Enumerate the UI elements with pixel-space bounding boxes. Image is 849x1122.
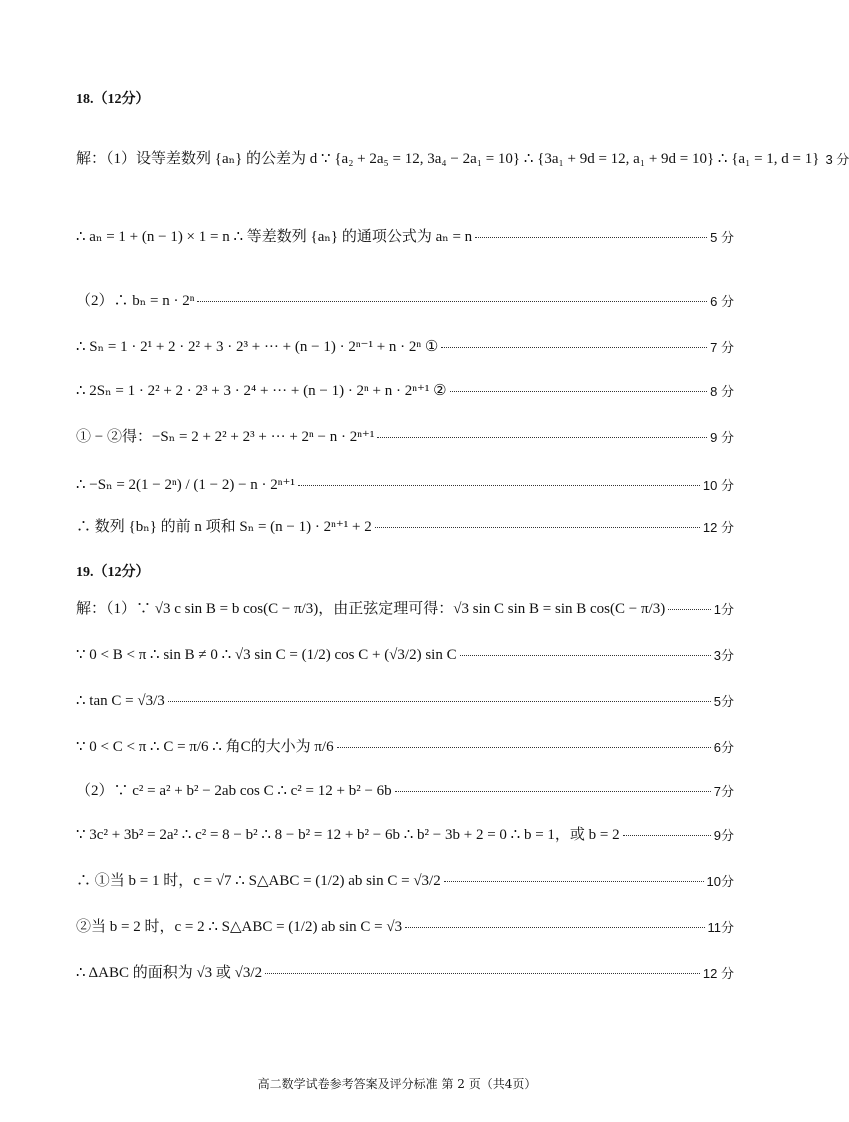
q19-line-6-expr: ∵ 3c² + 3b² = 2a² ∴ c² = 8 − b² ∴ 8 − b² = 12 + b² − 6b ∴ b² − 3b + 2 = 0 ∴ b = 1，或 b = 2	[76, 827, 620, 843]
dotted-leader	[375, 527, 700, 528]
dotted-leader	[623, 835, 711, 836]
dotted-leader	[337, 747, 711, 748]
dotted-leader	[168, 701, 711, 702]
q19-line-8-points: 11分	[707, 920, 734, 935]
q18-line-5	[76, 384, 734, 399]
q18-line-2	[76, 230, 734, 245]
dotted-leader	[265, 973, 700, 974]
q18-line-1-expr: 解：（1）设等差数列 {aₙ} 的公差为 d ∵ {a₂ + 2a₅ = 12, 3a₄ − 2a₁ = 10} ∴ {3a₁ + 9d = 12, a₁ + 9d = 10} ∴ {a₁ = 1, d = 1}	[76, 151, 820, 167]
q19-heading: 19.（12分）	[76, 565, 150, 580]
q19-line-7	[76, 874, 734, 889]
q19-line-4	[76, 740, 734, 755]
dotted-leader	[395, 791, 711, 792]
q18-line-4-points: 7 分	[710, 340, 734, 355]
q19-line-1-points: 1分	[713, 602, 734, 617]
q18-heading: 18.（12分）	[76, 92, 150, 107]
q19-line-4-expr: ∵ 0 < C < π ∴ C = π/6 ∴ 角C的大小为 π/6	[76, 739, 334, 755]
q18-line-6	[76, 430, 734, 445]
q18-line-2-points: 5 分	[710, 230, 734, 245]
q19-line-1	[76, 602, 734, 617]
dotted-leader	[197, 301, 707, 302]
q19-line-9-points: 12 分	[702, 966, 734, 981]
q19-line-7-points: 10分	[706, 874, 734, 889]
q18-line-8-points: 12 分	[702, 520, 734, 535]
q18-line-3-points: 6 分	[710, 294, 734, 309]
q18-line-3-expr: （2）∴ bₙ = n · 2ⁿ	[76, 293, 195, 309]
q19-line-1-expr: 解：（1）∵ √3 c sin B = b cos(C − π/3)，由正弦定理可得：√3 sin C sin B = sin B cos(C − π/3)	[76, 601, 666, 617]
q19-line-5	[76, 784, 734, 799]
q18-line-5-expr: ∴ 2Sₙ = 1 · 2² + 2 · 2³ + 3 · 2⁴ + ··· + (n − 1) · 2ⁿ + n · 2ⁿ⁺¹ ②	[76, 383, 447, 399]
dotted-leader	[475, 237, 707, 238]
q18-line-4-expr: ∴ Sₙ = 1 · 2¹ + 2 · 2² + 3 · 2³ + ··· + (n − 1) · 2ⁿ⁻¹ + n · 2ⁿ ①	[76, 339, 439, 355]
q18-line-7-expr: ∴ −Sₙ = 2(1 − 2ⁿ) / (1 − 2) − n · 2ⁿ⁺¹	[76, 477, 295, 493]
dotted-leader	[298, 485, 700, 486]
q18-line-4	[76, 340, 734, 355]
q18-line-6-expr: ① − ②得：−Sₙ = 2 + 2² + 2³ + ··· + 2ⁿ − n · 2ⁿ⁺¹	[76, 429, 375, 445]
q19-line-4-points: 6分	[713, 740, 734, 755]
dotted-leader	[444, 881, 704, 882]
q19-line-9	[76, 966, 734, 981]
dotted-leader	[668, 609, 711, 610]
q19-line-2-points: 3分	[713, 648, 734, 663]
q19-line-3-expr: ∴ tan C = √3/3	[76, 693, 165, 709]
q18-line-8	[76, 520, 734, 535]
q18-line-5-points: 8 分	[710, 384, 734, 399]
q19-line-3	[76, 694, 734, 709]
q18-line-2-expr: ∴ aₙ = 1 + (n − 1) × 1 = n ∴ 等差数列 {aₙ} 的通项公式为 aₙ = n	[76, 229, 473, 245]
q18-line-7-points: 10 分	[702, 478, 734, 493]
q19-line-2-expr: ∵ 0 < B < π ∴ sin B ≠ 0 ∴ √3 sin C = (1/2) cos C + (√3/2) sin C	[76, 647, 457, 663]
q18-line-8-expr: ∴ 数列 {bₙ} 的前 n 项和 Sₙ = (n − 1) · 2ⁿ⁺¹ + 2	[76, 519, 372, 535]
dotted-leader	[377, 437, 707, 438]
q19-line-8-expr: ②当 b = 2 时，c = 2 ∴ S△ABC = (1/2) ab sin C = √3	[76, 919, 403, 935]
q19-line-5-points: 7分	[713, 784, 734, 799]
q19-line-5-expr: （2）∵ c² = a² + b² − 2ab cos C ∴ c² = 12 + b² − 6b	[76, 783, 392, 799]
dotted-leader	[460, 655, 711, 656]
q19-line-7-expr: ∴ ①当 b = 1 时，c = √7 ∴ S△ABC = (1/2) ab sin C = √3/2	[76, 873, 441, 889]
q18-line-1	[76, 151, 849, 167]
dotted-leader	[405, 927, 704, 928]
dotted-leader	[441, 347, 707, 348]
dotted-leader	[450, 391, 708, 392]
q18-line-7	[76, 478, 734, 493]
q19-line-8	[76, 920, 734, 935]
q18-line-6-points: 9 分	[710, 430, 734, 445]
q19-line-3-points: 5分	[713, 694, 734, 709]
q19-line-6	[76, 828, 734, 843]
q19-line-2	[76, 648, 734, 663]
q19-line-6-points: 9分	[713, 828, 734, 843]
q19-line-9-expr: ∴ ΔABC 的面积为 √3 或 √3/2	[76, 965, 263, 981]
q18-line-1-points: 3 分	[825, 152, 849, 167]
q18-line-3	[76, 294, 734, 309]
page-footer: 高二数学试卷参考答案及评分标准 第 2 页（共4页）	[257, 1077, 537, 1091]
